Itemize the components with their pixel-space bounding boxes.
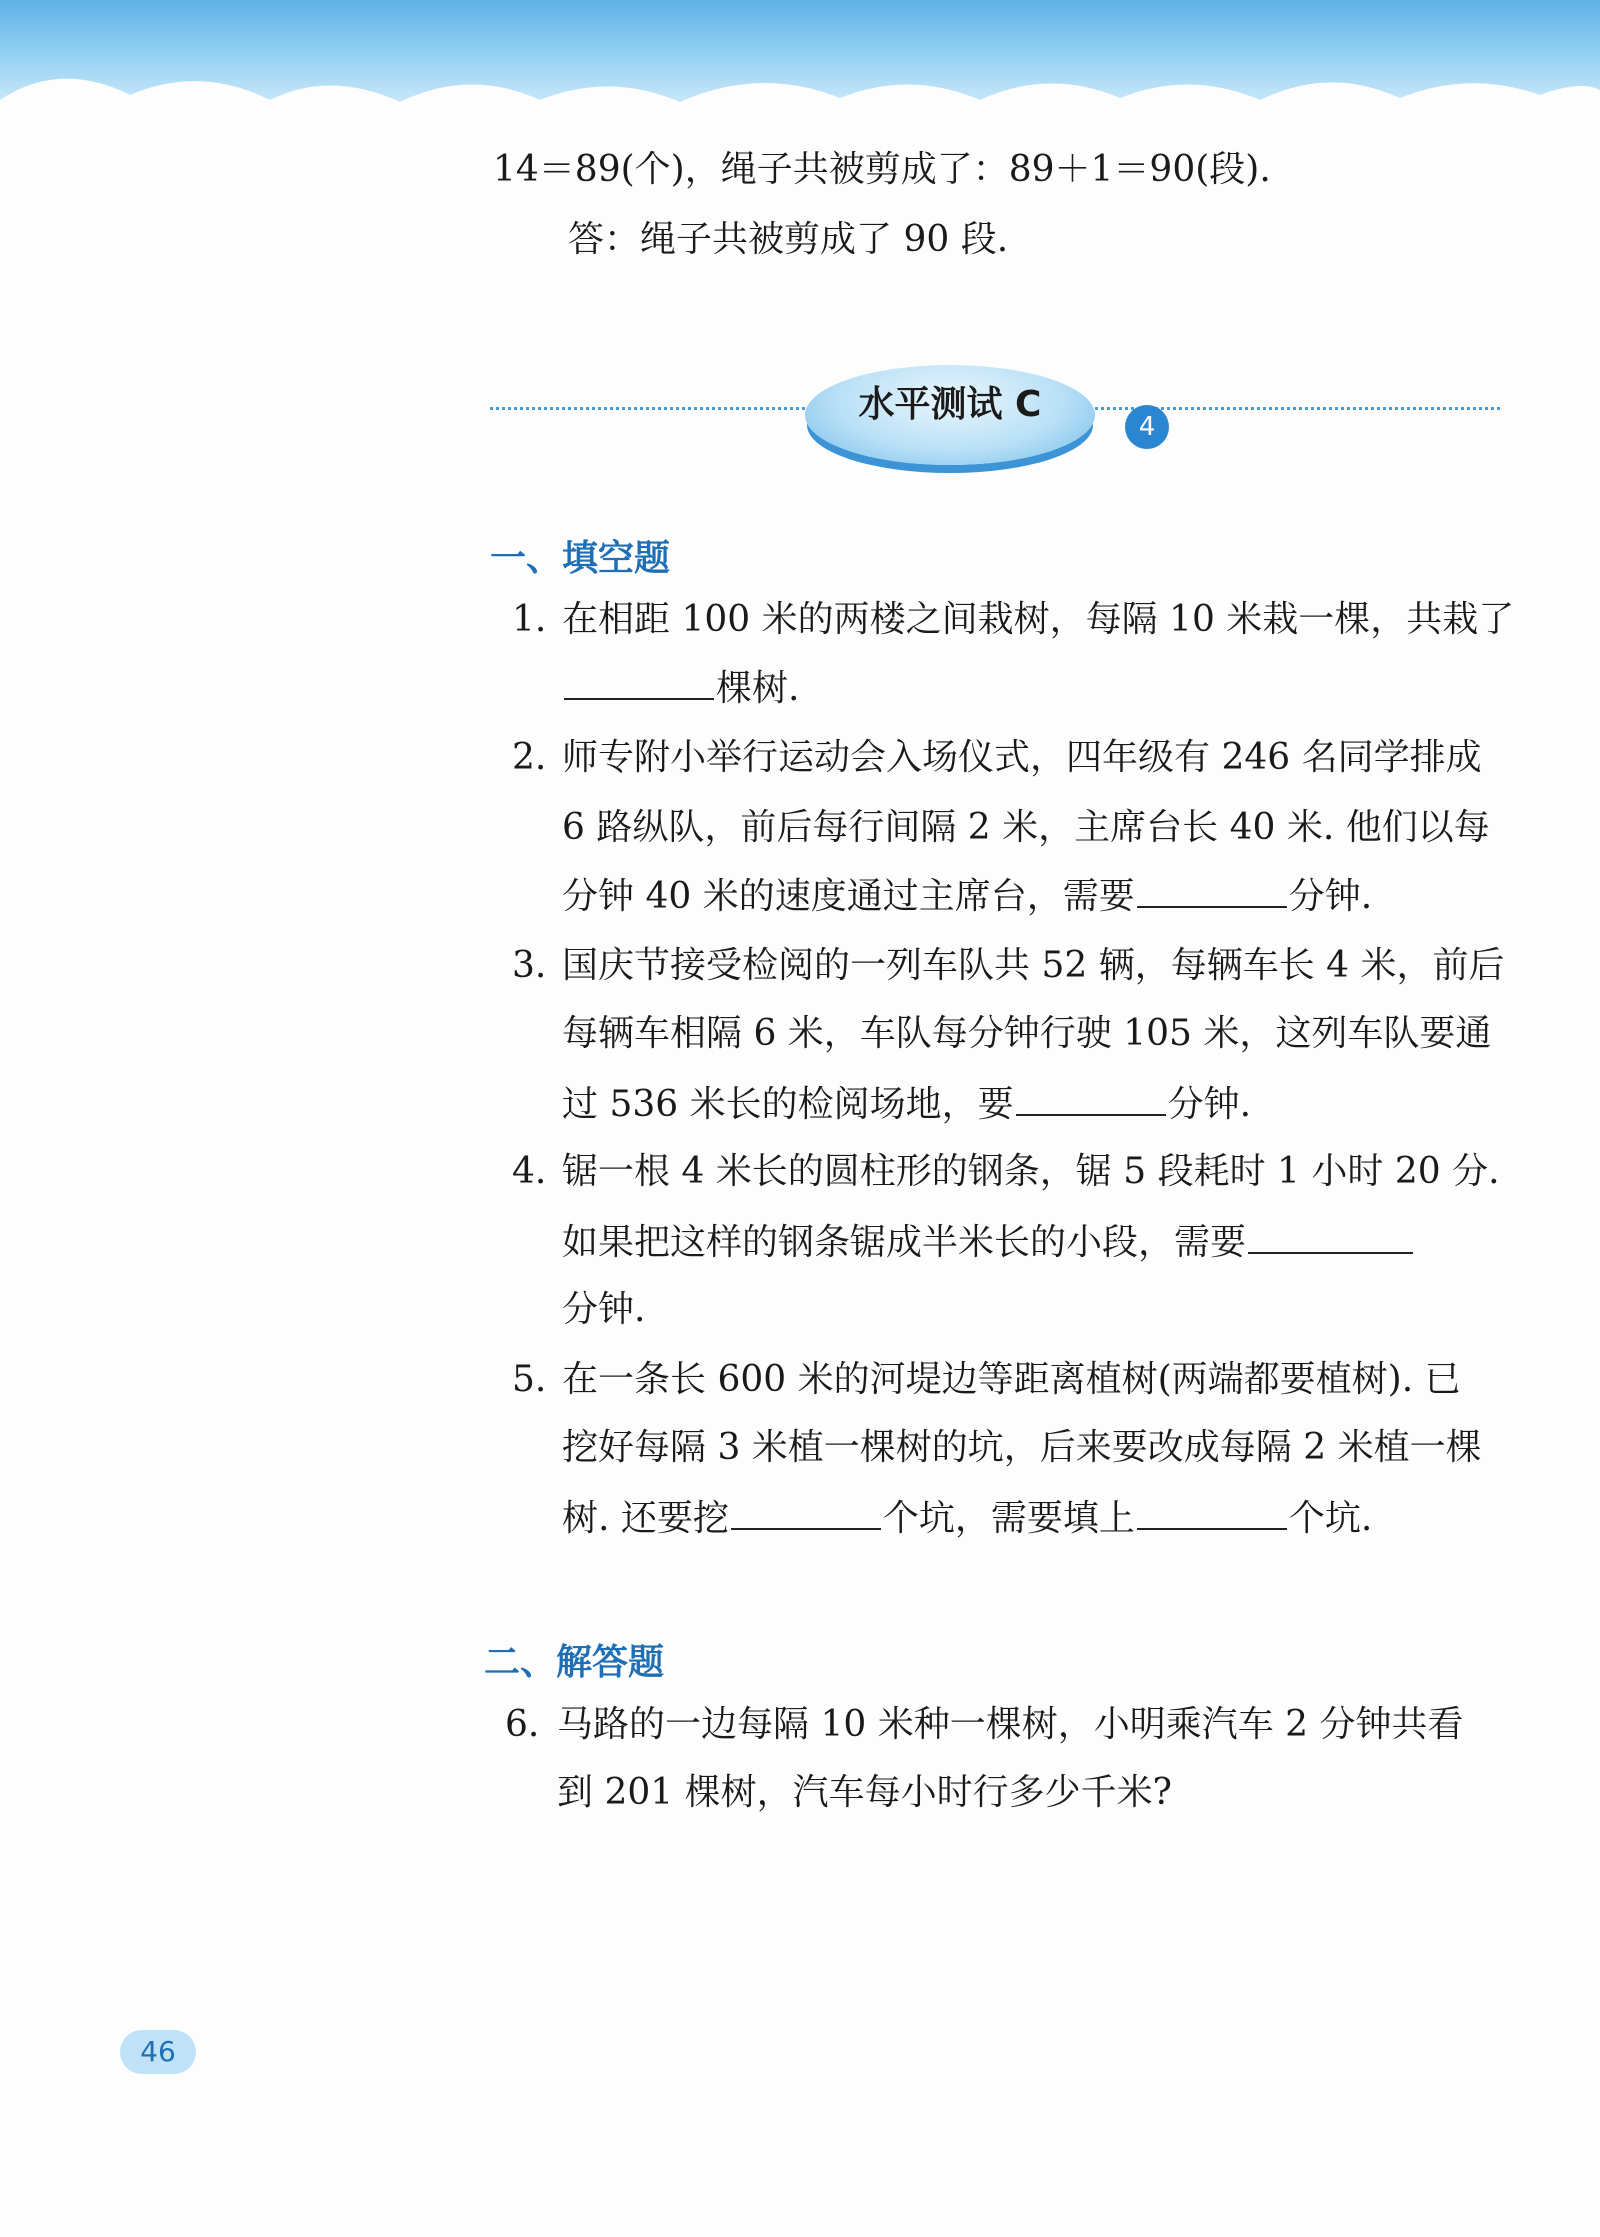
question-text: 在相距 100 米的两楼之间栽树，每隔 10 米栽一棵，共栽了: [562, 599, 1515, 640]
question-text: [562, 876, 1372, 917]
banner-badge: 4: [1125, 405, 1169, 449]
question-text: 挖好每隔 3 米植一棵树的坑，后来要改成每隔 2 米植一棵: [562, 1427, 1482, 1468]
question-text-fragment: 个坑.: [1288, 1498, 1373, 1539]
cloud-decoration: [0, 40, 1600, 140]
question-text-fragment: 分钟.: [1167, 1084, 1252, 1125]
answer-blank[interactable]: [1137, 1498, 1287, 1530]
question-text: 师专附小举行运动会入场仪式，四年级有 246 名同学排成: [562, 737, 1482, 778]
question-text-fragment: 分钟 40 米的速度通过主席台，需要: [562, 876, 1135, 917]
question-text: [562, 1084, 1251, 1125]
page-number: 46: [120, 2030, 196, 2074]
question-number: 6.: [505, 1704, 540, 1745]
question-number: 3.: [512, 945, 547, 986]
question-number: 4.: [512, 1151, 547, 1192]
question-text: 锯一根 4 米长的圆柱形的钢条，锯 5 段耗时 1 小时 20 分.: [562, 1151, 1500, 1192]
question-text: 国庆节接受检阅的一列车队共 52 辆，每辆车长 4 米，前后: [562, 945, 1505, 986]
question-text: [562, 1498, 1372, 1539]
question-text: [562, 668, 799, 709]
question-text: 在一条长 600 米的河堤边等距离植树(两端都要植树). 已: [562, 1359, 1461, 1400]
test-banner: [490, 335, 1500, 475]
section-heading-fill-blank: 一、填空题: [490, 538, 671, 579]
section-heading-solve: 二、解答题: [484, 1642, 665, 1683]
question-number: 5.: [512, 1359, 547, 1400]
question-text-fragment: 分钟.: [1288, 876, 1373, 917]
question-text: 6 路纵队，前后每行间隔 2 米，主席台长 40 米. 他们以每: [562, 807, 1490, 848]
question-text: 分钟.: [562, 1289, 646, 1330]
solution-continuation-line: 14＝89(个)，绳子共被剪成了：89＋1＝90(段).: [493, 149, 1271, 190]
question-number: 1.: [512, 599, 547, 640]
banner-divider-left: [490, 407, 805, 410]
solution-answer: 答：绳子共被剪成了 90 段.: [568, 219, 1009, 260]
answer-blank[interactable]: [1016, 1084, 1166, 1116]
question-text-fragment: 棵树.: [716, 668, 800, 709]
question-number: 2.: [512, 737, 547, 778]
answer-blank[interactable]: [1137, 876, 1287, 908]
question-text-fragment: 如果把这样的钢条锯成半米长的小段，需要: [562, 1222, 1247, 1263]
answer-blank[interactable]: [731, 1498, 881, 1530]
question-text-fragment: 个坑，需要填上: [882, 1498, 1135, 1539]
question-text-fragment: 树. 还要挖: [562, 1498, 729, 1539]
answer-blank[interactable]: [1248, 1222, 1413, 1254]
question-text: 到 201 棵树，汽车每小时行多少千米?: [557, 1772, 1172, 1813]
banner-title: 水平测试 C: [858, 384, 1042, 425]
question-text: [562, 1222, 1415, 1263]
answer-blank[interactable]: [564, 668, 714, 700]
question-text: 马路的一边每隔 10 米种一棵树，小明乘汽车 2 分钟共看: [557, 1704, 1464, 1745]
question-text: 每辆车相隔 6 米，车队每分钟行驶 105 米，这列车队要通: [562, 1013, 1492, 1054]
question-text-fragment: 过 536 米长的检阅场地，要: [562, 1084, 1014, 1125]
